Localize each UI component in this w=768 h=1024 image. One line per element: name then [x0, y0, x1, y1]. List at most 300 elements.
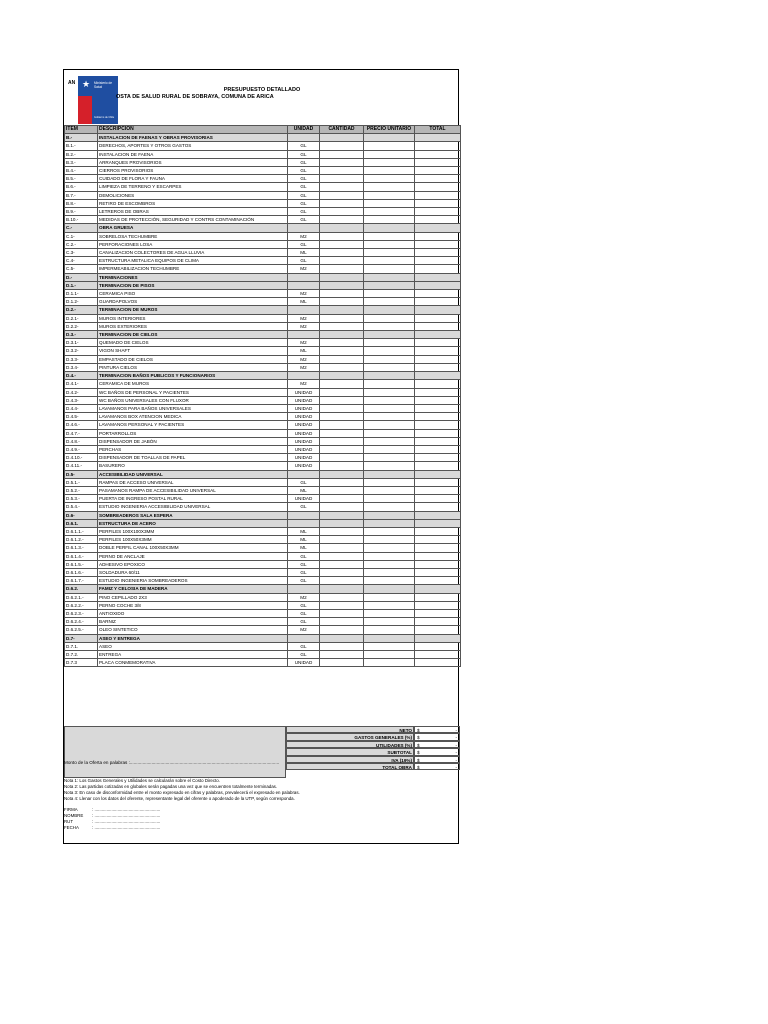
total-cell[interactable] [415, 273, 461, 281]
quantity-cell[interactable] [320, 585, 364, 593]
item-cell: B.- [65, 134, 98, 142]
quantity-cell[interactable] [320, 224, 364, 232]
unit-price-cell[interactable] [364, 642, 415, 650]
unit-price-cell[interactable] [364, 290, 415, 298]
unit-price-cell[interactable] [364, 232, 415, 240]
quantity-cell[interactable] [320, 396, 364, 404]
description-cell: PLACA CONMEMORATIVA [98, 659, 288, 667]
unit-cell [288, 470, 320, 478]
quantity-cell[interactable] [320, 413, 364, 421]
table-row [65, 495, 461, 503]
total-cell[interactable] [415, 642, 461, 650]
table-row [65, 355, 461, 363]
quantity-cell[interactable] [320, 626, 364, 634]
quantity-cell[interactable] [320, 437, 364, 445]
unit-cell: GL [288, 503, 320, 511]
quantity-cell[interactable] [320, 331, 364, 339]
quantity-cell[interactable] [320, 462, 364, 470]
unit-price-cell[interactable] [364, 167, 415, 175]
table-row [65, 462, 461, 470]
unit-cell: UNIDAD [288, 421, 320, 429]
total-cell[interactable] [415, 552, 461, 560]
unit-price-cell[interactable] [364, 150, 415, 158]
description-cell: RAMPAS DE ACCESO UNIVERSAL [98, 478, 288, 486]
unit-price-cell[interactable] [364, 257, 415, 265]
unit-cell: GL [288, 257, 320, 265]
total-cell[interactable] [415, 224, 461, 232]
table-row [65, 609, 461, 617]
total-cell[interactable] [415, 191, 461, 199]
quantity-cell[interactable] [320, 273, 364, 281]
item-cell: B.4.- [65, 167, 98, 175]
unit-price-cell[interactable] [364, 454, 415, 462]
quantity-cell[interactable] [320, 445, 364, 453]
total-cell[interactable] [415, 404, 461, 412]
quantity-cell[interactable] [320, 208, 364, 216]
total-cell[interactable] [415, 659, 461, 667]
total-cell[interactable] [415, 437, 461, 445]
quantity-cell[interactable] [320, 454, 364, 462]
unit-cell: UNIDAD [288, 413, 320, 421]
quantity-cell[interactable] [320, 527, 364, 535]
summary-value[interactable] [414, 763, 460, 770]
description-cell: LAVAMANOS PARA BAÑOS UNIVERSALES [98, 404, 288, 412]
table-row [65, 208, 461, 216]
quantity-cell[interactable] [320, 560, 364, 568]
unit-price-cell[interactable] [364, 470, 415, 478]
item-cell: D.7.1. [65, 642, 98, 650]
summary-value[interactable] [414, 741, 460, 748]
unit-price-cell[interactable] [364, 134, 415, 142]
unit-price-cell[interactable] [364, 273, 415, 281]
description-cell: PUERTA DE INGRESO POSTAL RURAL [98, 495, 288, 503]
quantity-cell[interactable] [320, 388, 364, 396]
summary-label: UTILIDADES (%) [286, 741, 414, 748]
table-row [65, 298, 461, 306]
item-cell: C.4- [65, 257, 98, 265]
unit-price-cell[interactable] [364, 191, 415, 199]
table-row [65, 216, 461, 224]
unit-price-cell[interactable] [364, 199, 415, 207]
total-cell[interactable] [415, 511, 461, 519]
item-cell: D.2.- [65, 306, 98, 314]
unit-price-cell[interactable] [364, 314, 415, 322]
total-cell[interactable] [415, 216, 461, 224]
description-cell: ANTIOXIDO [98, 609, 288, 617]
section-row [65, 331, 461, 339]
unit-price-cell[interactable] [364, 609, 415, 617]
unit-price-cell[interactable] [364, 388, 415, 396]
logo-ministry-text: Ministerio de Salud [94, 81, 113, 89]
unit-price-cell[interactable] [364, 322, 415, 330]
quantity-cell[interactable] [320, 290, 364, 298]
quantity-cell[interactable] [320, 142, 364, 150]
quantity-cell[interactable] [320, 577, 364, 585]
total-cell[interactable] [415, 167, 461, 175]
unit-price-cell[interactable] [364, 142, 415, 150]
summary-amount: - [455, 742, 457, 748]
quantity-cell[interactable] [320, 618, 364, 626]
unit-cell: UNIDAD [288, 495, 320, 503]
summary-amount: - [455, 728, 457, 733]
table-row [65, 429, 461, 437]
unit-price-cell[interactable] [364, 331, 415, 339]
quantity-cell[interactable] [320, 503, 364, 511]
quantity-cell[interactable] [320, 322, 364, 330]
unit-price-cell[interactable] [364, 298, 415, 306]
quantity-cell[interactable] [320, 314, 364, 322]
quantity-cell[interactable] [320, 257, 364, 265]
description-cell: SOMBREADEROS SALA ESPERA [98, 511, 288, 519]
total-cell[interactable] [415, 601, 461, 609]
total-cell[interactable] [415, 306, 461, 314]
table-row [65, 175, 461, 183]
quantity-cell[interactable] [320, 568, 364, 576]
quantity-cell[interactable] [320, 536, 364, 544]
table-row [65, 339, 461, 347]
total-cell[interactable] [415, 462, 461, 470]
unit-cell: UNIDAD [288, 437, 320, 445]
quantity-cell[interactable] [320, 339, 364, 347]
unit-price-cell[interactable] [364, 552, 415, 560]
unit-price-cell[interactable] [364, 527, 415, 535]
signature-line: : ...................................................... [92, 825, 161, 830]
quantity-cell[interactable] [320, 347, 364, 355]
unit-price-cell[interactable] [364, 544, 415, 552]
signature-field[interactable] [64, 813, 160, 818]
unit-cell [288, 519, 320, 527]
unit-price-cell[interactable] [364, 585, 415, 593]
total-cell[interactable] [415, 470, 461, 478]
summary-value[interactable] [414, 726, 460, 733]
total-cell[interactable] [415, 314, 461, 322]
item-cell: D.5.3.- [65, 495, 98, 503]
quantity-cell[interactable] [320, 167, 364, 175]
unit-price-cell[interactable] [364, 634, 415, 642]
total-cell[interactable] [415, 331, 461, 339]
quantity-cell[interactable] [320, 240, 364, 248]
summary-value[interactable] [414, 748, 460, 755]
item-cell: D.4.3- [65, 396, 98, 404]
total-cell[interactable] [415, 527, 461, 535]
unit-price-cell[interactable] [364, 659, 415, 667]
total-cell[interactable] [415, 322, 461, 330]
total-cell[interactable] [415, 290, 461, 298]
signature-field[interactable] [64, 819, 160, 824]
unit-price-cell[interactable] [364, 216, 415, 224]
table-row [65, 347, 461, 355]
unit-price-cell[interactable] [364, 208, 415, 216]
quantity-cell[interactable] [320, 134, 364, 142]
table-row [65, 601, 461, 609]
total-cell[interactable] [415, 158, 461, 166]
unit-price-cell[interactable] [364, 486, 415, 494]
unit-price-cell[interactable] [364, 363, 415, 371]
unit-price-cell[interactable] [364, 437, 415, 445]
total-cell[interactable] [415, 544, 461, 552]
total-cell[interactable] [415, 421, 461, 429]
offer-in-words: Monto de la Oferta en palabras :..................................................................................................................... [64, 760, 280, 765]
unit-price-cell[interactable] [364, 429, 415, 437]
total-cell[interactable] [415, 249, 461, 257]
table-row [65, 167, 461, 175]
total-cell[interactable] [415, 208, 461, 216]
item-cell: D.4.9.- [65, 445, 98, 453]
quantity-cell[interactable] [320, 511, 364, 519]
description-cell: ADHESIVO EPOXICO [98, 560, 288, 568]
total-cell[interactable] [415, 445, 461, 453]
total-cell[interactable] [415, 388, 461, 396]
total-cell[interactable] [415, 593, 461, 601]
unit-price-cell[interactable] [364, 249, 415, 257]
quantity-cell[interactable] [320, 544, 364, 552]
quantity-cell[interactable] [320, 298, 364, 306]
quantity-cell[interactable] [320, 191, 364, 199]
table-row [65, 183, 461, 191]
summary-label: TOTAL OBRA [286, 763, 414, 770]
unit-price-cell[interactable] [364, 560, 415, 568]
quantity-cell[interactable] [320, 593, 364, 601]
description-cell: RETIRO DE ESCOMBROS [98, 199, 288, 207]
unit-cell [288, 134, 320, 142]
quantity-cell[interactable] [320, 601, 364, 609]
quantity-cell[interactable] [320, 372, 364, 380]
unit-cell: UNIDAD [288, 429, 320, 437]
total-cell[interactable] [415, 232, 461, 240]
total-cell[interactable] [415, 183, 461, 191]
description-cell: ESTRUCTURA DE ACERO [98, 519, 288, 527]
total-cell[interactable] [415, 454, 461, 462]
unit-price-cell[interactable] [364, 593, 415, 601]
total-cell[interactable] [415, 142, 461, 150]
unit-price-cell[interactable] [364, 265, 415, 273]
total-cell[interactable] [415, 380, 461, 388]
unit-price-cell[interactable] [364, 536, 415, 544]
item-cell: D.3.2- [65, 347, 98, 355]
signature-field[interactable] [64, 807, 160, 812]
total-cell[interactable] [415, 486, 461, 494]
unit-price-cell[interactable] [364, 413, 415, 421]
unit-price-cell[interactable] [364, 380, 415, 388]
description-cell: CIERROS PROVISORIOS [98, 167, 288, 175]
unit-cell: ML [288, 544, 320, 552]
quantity-cell[interactable] [320, 355, 364, 363]
total-cell[interactable] [415, 363, 461, 371]
unit-price-cell[interactable] [364, 519, 415, 527]
unit-price-cell[interactable] [364, 175, 415, 183]
unit-cell: GL [288, 560, 320, 568]
quantity-cell[interactable] [320, 216, 364, 224]
item-cell: D.6.2.4.- [65, 618, 98, 626]
item-cell: D.7.2. [65, 651, 98, 659]
total-cell[interactable] [415, 429, 461, 437]
unit-price-cell[interactable] [364, 339, 415, 347]
total-cell[interactable] [415, 618, 461, 626]
unit-price-cell[interactable] [364, 626, 415, 634]
quantity-cell[interactable] [320, 199, 364, 207]
table-row [65, 265, 461, 273]
total-cell[interactable] [415, 347, 461, 355]
unit-price-cell[interactable] [364, 503, 415, 511]
quantity-cell[interactable] [320, 150, 364, 158]
signature-field[interactable] [64, 825, 160, 830]
summary-row [286, 756, 460, 763]
currency-symbol: $ [417, 765, 420, 770]
currency-symbol: $ [417, 728, 420, 733]
description-cell: LETREROS DE OBRAS [98, 208, 288, 216]
total-cell[interactable] [415, 298, 461, 306]
quantity-cell[interactable] [320, 404, 364, 412]
unit-cell: GL [288, 183, 320, 191]
section-row [65, 281, 461, 289]
unit-price-cell[interactable] [364, 421, 415, 429]
unit-price-cell[interactable] [364, 224, 415, 232]
unit-price-cell[interactable] [364, 240, 415, 248]
unit-price-cell[interactable] [364, 568, 415, 576]
quantity-cell[interactable] [320, 495, 364, 503]
table-row [65, 249, 461, 257]
unit-price-cell[interactable] [364, 183, 415, 191]
unit-cell: UNIDAD [288, 454, 320, 462]
total-cell[interactable] [415, 609, 461, 617]
quantity-cell[interactable] [320, 306, 364, 314]
footnote: Nota 3: En caso de disconformidad entre el monto expresado en cifras y palabras, prevalecerá el expresado en palabras. [64, 790, 300, 795]
total-cell[interactable] [415, 577, 461, 585]
unit-price-cell[interactable] [364, 462, 415, 470]
item-cell: D.6.1.1.- [65, 527, 98, 535]
item-cell: D.6- [65, 511, 98, 519]
unit-cell: GL [288, 167, 320, 175]
total-cell[interactable] [415, 413, 461, 421]
unit-price-cell[interactable] [364, 651, 415, 659]
unit-price-cell[interactable] [364, 618, 415, 626]
total-cell[interactable] [415, 265, 461, 273]
quantity-cell[interactable] [320, 158, 364, 166]
total-cell[interactable] [415, 150, 461, 158]
logo-government-text: Gobierno de Chile [94, 116, 115, 119]
quantity-cell[interactable] [320, 478, 364, 486]
item-cell: C.- [65, 224, 98, 232]
summary-row [286, 733, 460, 740]
description-cell: INSTALACION DE FAENAS Y OBRAS PROVISORIAS [98, 134, 288, 142]
quantity-cell[interactable] [320, 175, 364, 183]
total-cell[interactable] [415, 536, 461, 544]
quantity-cell[interactable] [320, 651, 364, 659]
total-cell[interactable] [415, 651, 461, 659]
total-cell[interactable] [415, 478, 461, 486]
total-cell[interactable] [415, 134, 461, 142]
quantity-cell[interactable] [320, 609, 364, 617]
quantity-cell[interactable] [320, 232, 364, 240]
unit-price-cell[interactable] [364, 511, 415, 519]
unit-cell: GL [288, 601, 320, 609]
unit-price-cell[interactable] [364, 372, 415, 380]
quantity-cell[interactable] [320, 634, 364, 642]
summary-amount: - [455, 735, 457, 741]
item-cell: B.6.- [65, 183, 98, 191]
unit-price-cell[interactable] [364, 495, 415, 503]
quantity-cell[interactable] [320, 421, 364, 429]
summary-value[interactable] [414, 756, 460, 763]
table-row [65, 445, 461, 453]
description-cell: ESTUDIO INGENIERIA ACCESIBILIDAD UNIVERSAL [98, 503, 288, 511]
total-cell[interactable] [415, 585, 461, 593]
total-cell[interactable] [415, 355, 461, 363]
quantity-cell[interactable] [320, 183, 364, 191]
unit-price-cell[interactable] [364, 355, 415, 363]
table-row [65, 503, 461, 511]
col-unit-price: PRECIO UNITARIO [364, 126, 415, 134]
unit-price-cell[interactable] [364, 281, 415, 289]
unit-price-cell[interactable] [364, 601, 415, 609]
quantity-cell[interactable] [320, 642, 364, 650]
total-cell[interactable] [415, 568, 461, 576]
total-cell[interactable] [415, 626, 461, 634]
unit-price-cell[interactable] [364, 577, 415, 585]
description-cell: TERMINACION BAÑOS PUBLICOS Y FUNCIONARIOS [98, 372, 288, 380]
unit-cell: GL [288, 199, 320, 207]
quantity-cell[interactable] [320, 519, 364, 527]
quantity-cell[interactable] [320, 380, 364, 388]
unit-price-cell[interactable] [364, 396, 415, 404]
item-cell: B.3.- [65, 158, 98, 166]
summary-label: SUBTOTAL [286, 748, 414, 755]
total-cell[interactable] [415, 240, 461, 248]
total-cell[interactable] [415, 503, 461, 511]
table-row [65, 593, 461, 601]
total-cell[interactable] [415, 281, 461, 289]
section-row [65, 634, 461, 642]
unit-price-cell[interactable] [364, 306, 415, 314]
quantity-cell[interactable] [320, 429, 364, 437]
quantity-cell[interactable] [320, 249, 364, 257]
quantity-cell[interactable] [320, 265, 364, 273]
summary-value[interactable] [414, 733, 460, 740]
quantity-cell[interactable] [320, 363, 364, 371]
unit-price-cell[interactable] [364, 445, 415, 453]
unit-price-cell[interactable] [364, 158, 415, 166]
item-cell: B.10.- [65, 216, 98, 224]
description-cell: QUEMADO DE CIELOS [98, 339, 288, 347]
quantity-cell[interactable] [320, 281, 364, 289]
total-cell[interactable] [415, 339, 461, 347]
total-cell[interactable] [415, 199, 461, 207]
total-cell[interactable] [415, 519, 461, 527]
unit-price-cell[interactable] [364, 404, 415, 412]
total-cell[interactable] [415, 634, 461, 642]
total-cell[interactable] [415, 175, 461, 183]
document-title: PRESUPUESTO DETALLADO [223, 87, 301, 93]
quantity-cell[interactable] [320, 659, 364, 667]
item-cell: D.5- [65, 470, 98, 478]
description-cell: TERMINACION DE CIELOS [98, 331, 288, 339]
total-cell[interactable] [415, 372, 461, 380]
description-cell: MUROS INTERIORES [98, 314, 288, 322]
total-cell[interactable] [415, 495, 461, 503]
summary-amount: - [455, 750, 457, 756]
signature-label: FIRMA [64, 807, 78, 812]
quantity-cell[interactable] [320, 552, 364, 560]
item-cell: B.9.- [65, 208, 98, 216]
total-cell[interactable] [415, 257, 461, 265]
quantity-cell[interactable] [320, 470, 364, 478]
item-cell: D.5.1.- [65, 478, 98, 486]
total-cell[interactable] [415, 560, 461, 568]
total-cell[interactable] [415, 396, 461, 404]
unit-price-cell[interactable] [364, 478, 415, 486]
unit-price-cell[interactable] [364, 347, 415, 355]
quantity-cell[interactable] [320, 486, 364, 494]
